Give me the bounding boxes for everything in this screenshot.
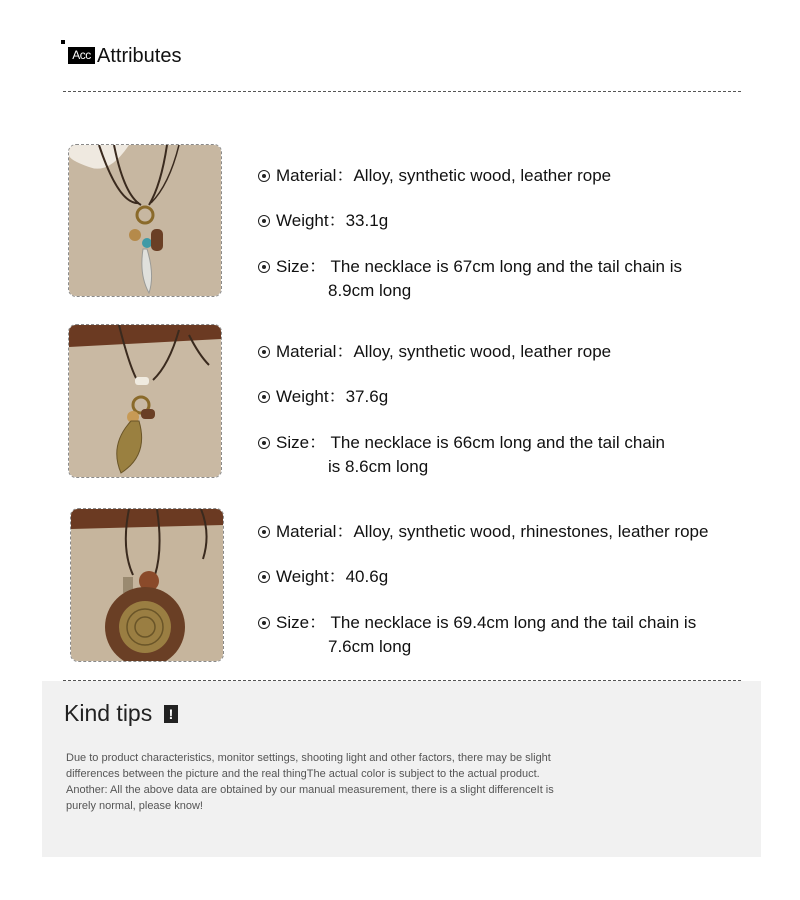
weight-line-2: Weight：37.6g	[258, 385, 388, 409]
tips-text	[66, 750, 636, 814]
bullet-icon	[258, 617, 270, 629]
weight-line-3: Weight：40.6g	[258, 565, 388, 589]
divider-bottom	[63, 680, 741, 681]
size-continuation-1: 8.9cm long	[328, 281, 412, 300]
tips-line: purely normal, please know!	[66, 800, 203, 812]
product-image-1	[68, 144, 222, 297]
weight-line-1: Weight：33.1g	[258, 209, 388, 233]
product-image-2	[68, 324, 222, 478]
size-continuation-3: 7.6cm long	[328, 637, 412, 656]
product-image-3	[70, 508, 224, 662]
bullet-icon	[258, 526, 270, 538]
size-continuation-2: is 8.6cm long	[328, 457, 429, 476]
bullet-icon	[258, 391, 270, 403]
header-badge: Acc	[68, 47, 95, 64]
tips-title: Kind tips	[64, 700, 153, 726]
tips-line: Another: All the above data are obtained by our manual measurement, there is a slight differenceIt is	[66, 784, 554, 796]
material-line-1: Material：Alloy, synthetic wood, leather rope	[258, 164, 611, 188]
bullet-icon	[258, 170, 270, 182]
necklace-round-pendant-illustration	[71, 509, 223, 661]
tips-line: Due to product characteristics, monitor settings, shooting light and other factors, there may be slight	[66, 752, 551, 764]
necklace-leaf-illustration	[69, 325, 221, 477]
size-line-1: Size： The necklace is 67cm long and the tail chain is	[258, 255, 682, 279]
bullet-icon	[258, 215, 270, 227]
material-line-3: Material：Alloy, synthetic wood, rhinestones, leather rope	[258, 520, 708, 544]
material-line-2: Material：Alloy, synthetic wood, leather rope	[258, 340, 611, 364]
exclamation-icon: !	[164, 705, 178, 723]
bullet-icon	[258, 571, 270, 583]
tips-line: differences between the picture and the real thingThe actual color is subject to the actual product.	[66, 768, 540, 780]
bullet-icon	[258, 261, 270, 273]
necklace-feather-illustration	[69, 145, 221, 296]
bullet-icon	[258, 437, 270, 449]
header-marker	[61, 40, 65, 44]
divider-top	[63, 91, 741, 92]
page-title: Attributes	[97, 45, 182, 67]
size-line-3: Size： The necklace is 69.4cm long and the tail chain is	[258, 611, 696, 635]
bullet-icon	[258, 346, 270, 358]
size-line-2: Size： The necklace is 66cm long and the tail chain	[258, 431, 665, 455]
